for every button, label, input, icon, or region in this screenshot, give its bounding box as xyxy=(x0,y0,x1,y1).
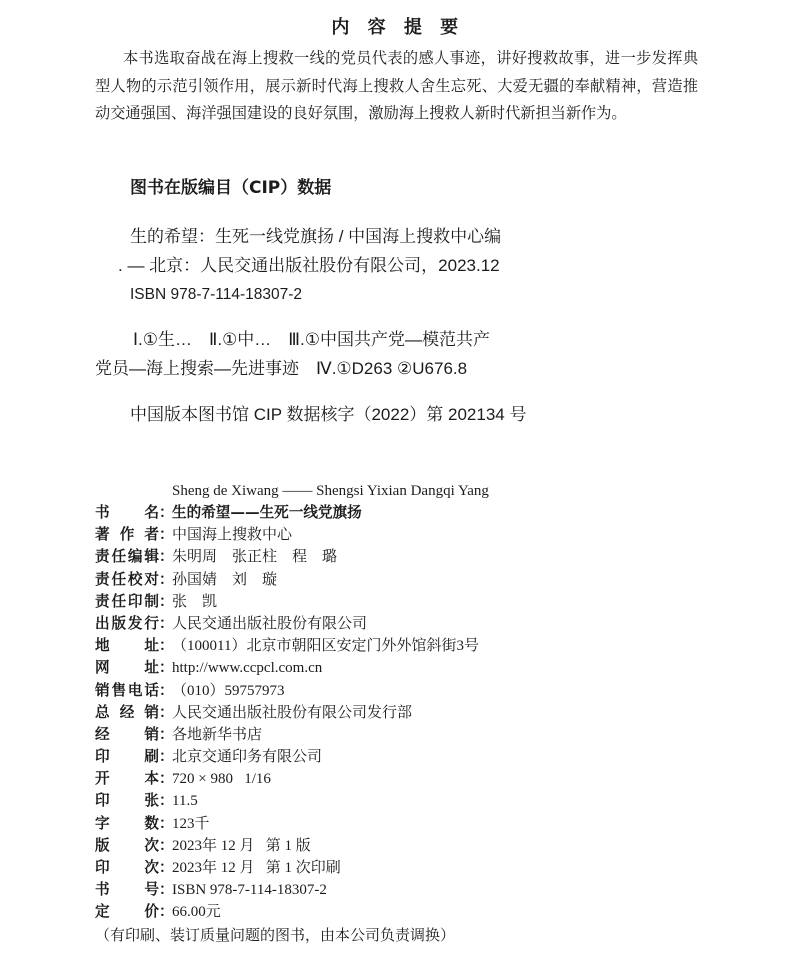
impression-label: 印 次 xyxy=(95,859,159,876)
label-colon: ： xyxy=(159,792,174,810)
quality-note: （有印刷、装订质量问题的图书，由本公司负责调换） xyxy=(95,928,456,944)
label-colon: ： xyxy=(159,748,174,766)
cip-classification-line: Ⅰ.①生… Ⅱ.①中… Ⅲ.①中国共产党—模范共产 xyxy=(133,330,490,349)
title-label: 书 名 xyxy=(95,504,159,521)
imprint-row-word-count xyxy=(95,813,715,835)
imprint-row-publisher xyxy=(95,613,715,635)
label-colon: ： xyxy=(159,725,174,743)
summary-line: 动交通强国、海洋强国建设的良好氛围，激励海上搜救人新时代新担当新作为。 xyxy=(95,104,627,122)
edition-value: 2023年 12 月 第 1 版 xyxy=(172,837,311,854)
imprint-row-printed-sheets xyxy=(95,790,715,812)
cip-heading: 图书在版编目（CIP）数据 xyxy=(130,178,332,198)
imprint-row-format xyxy=(95,768,715,790)
summary-line: 本书选取奋战在海上搜救一线的党员代表的感人事迹，讲好搜救故事，进一步发挥典 xyxy=(123,49,698,67)
summary-heading: 内 容 提 要 xyxy=(331,17,459,38)
format-label: 开 本 xyxy=(95,770,159,788)
editor-value: 朱明周 张正柱 程 璐 xyxy=(172,549,338,566)
imprint-row-distributor xyxy=(95,724,715,746)
impression-value: 2023年 12 月 第 1 次印刷 xyxy=(172,860,341,876)
imprint-row-price xyxy=(95,901,715,923)
price-label: 定 价 xyxy=(95,903,159,921)
label-colon: ： xyxy=(159,548,174,566)
label-colon: ： xyxy=(159,881,174,899)
cip-isbn-line: ISBN 978-7-114-18307-2 xyxy=(130,286,303,303)
pinyin-title: Sheng de Xiwang —— Shengsi Yixian Dangqi Yang xyxy=(172,483,489,499)
print-supervisor-label: 责任印制 xyxy=(95,592,159,610)
cip-publisher-line: . — 北京：人民交通出版社股份有限公司，2023.12 xyxy=(118,256,500,275)
general-distributor-value: 人民交通出版社股份有限公司发行部 xyxy=(172,704,413,721)
title-value: 生的希望——生死一线党旗扬 xyxy=(172,504,362,521)
price-value: 66.00元 xyxy=(172,904,221,921)
imprint-row-print-supervisor xyxy=(95,591,715,613)
imprint-row-author xyxy=(95,524,715,546)
author-value: 中国海上搜救中心 xyxy=(172,527,293,544)
label-colon: ： xyxy=(159,859,174,876)
label-colon: ： xyxy=(159,592,174,610)
imprint-row-editor xyxy=(95,546,715,568)
label-colon: ： xyxy=(159,703,174,721)
label-colon: ： xyxy=(159,637,174,655)
imprint-row-sales-phone xyxy=(95,680,715,702)
imprint-row-address xyxy=(95,635,715,657)
address-label: 地 址 xyxy=(95,637,159,655)
label-colon: ： xyxy=(159,903,174,921)
edition-label: 版 次 xyxy=(95,836,159,854)
imprint-row-impression xyxy=(95,857,715,879)
printer-value: 北京交通印务有限公司 xyxy=(172,749,323,766)
cip-classification-line: 党员—海上搜索—先进事迹 Ⅳ.①D263 ②U676.8 xyxy=(95,359,468,378)
printed-sheets-label: 印 张 xyxy=(95,792,159,810)
isbn-label: 书 号 xyxy=(95,881,159,899)
distributor-value: 各地新华书店 xyxy=(172,726,263,743)
proofreader-label: 责任校对 xyxy=(95,570,159,588)
author-label: 著 作 者 xyxy=(95,526,159,544)
label-colon: ： xyxy=(159,681,174,699)
address-value: （100011）北京市朝阳区安定门外外馆斜街3号 xyxy=(172,638,479,655)
printed-sheets-value: 11.5 xyxy=(172,793,198,810)
label-colon: ： xyxy=(159,659,174,677)
imprint-row-general-distributor xyxy=(95,702,715,724)
distributor-label: 经 销 xyxy=(95,725,159,743)
publisher-label: 出版发行 xyxy=(95,614,159,632)
cip-data-number: 中国版本图书馆 CIP 数据核字（2022）第 202134 号 xyxy=(130,405,527,424)
imprint-row-printer xyxy=(95,746,715,768)
label-colon: ： xyxy=(159,526,174,544)
label-colon: ： xyxy=(159,570,174,588)
general-distributor-label: 总 经 销 xyxy=(95,703,159,721)
imprint-row-website xyxy=(95,657,715,679)
print-supervisor-value: 张 凯 xyxy=(172,593,218,610)
summary-line: 型人物的示范引领作用，展示新时代海上搜救人舍生忘死、大爱无疆的奉献精神，营造推 xyxy=(95,77,698,95)
publisher-value: 人民交通出版社股份有限公司 xyxy=(172,615,368,632)
editor-label: 责任编辑 xyxy=(95,548,159,566)
imprint-row-title xyxy=(95,502,715,524)
label-colon: ： xyxy=(159,836,174,854)
sales-phone-value: （010）59757973 xyxy=(172,682,285,699)
printer-label: 印 刷 xyxy=(95,748,159,766)
label-colon: ： xyxy=(159,770,174,788)
label-colon: ： xyxy=(159,814,174,832)
word-count-label: 字 数 xyxy=(95,814,159,832)
imprint-row-edition xyxy=(95,835,715,857)
sales-phone-label: 销售电话 xyxy=(95,681,159,699)
word-count-value: 123千 xyxy=(172,815,210,832)
website-value: http://www.ccpcl.com.cn xyxy=(172,660,323,677)
cip-title-line: 生的希望：生死一线党旗扬 / 中国海上搜救中心编 xyxy=(130,227,502,246)
website-label: 网 址 xyxy=(95,659,159,677)
format-value: 720 × 980 1/16 xyxy=(172,771,271,788)
label-colon: ： xyxy=(159,614,174,632)
isbn-value: ISBN 978-7-114-18307-2 xyxy=(172,882,327,899)
label-colon: ： xyxy=(159,504,174,521)
imprint-row-proofreader xyxy=(95,569,715,591)
imprint-table xyxy=(95,502,715,924)
imprint-row-isbn xyxy=(95,879,715,901)
proofreader-value: 孙国婧 刘 璇 xyxy=(172,571,278,588)
